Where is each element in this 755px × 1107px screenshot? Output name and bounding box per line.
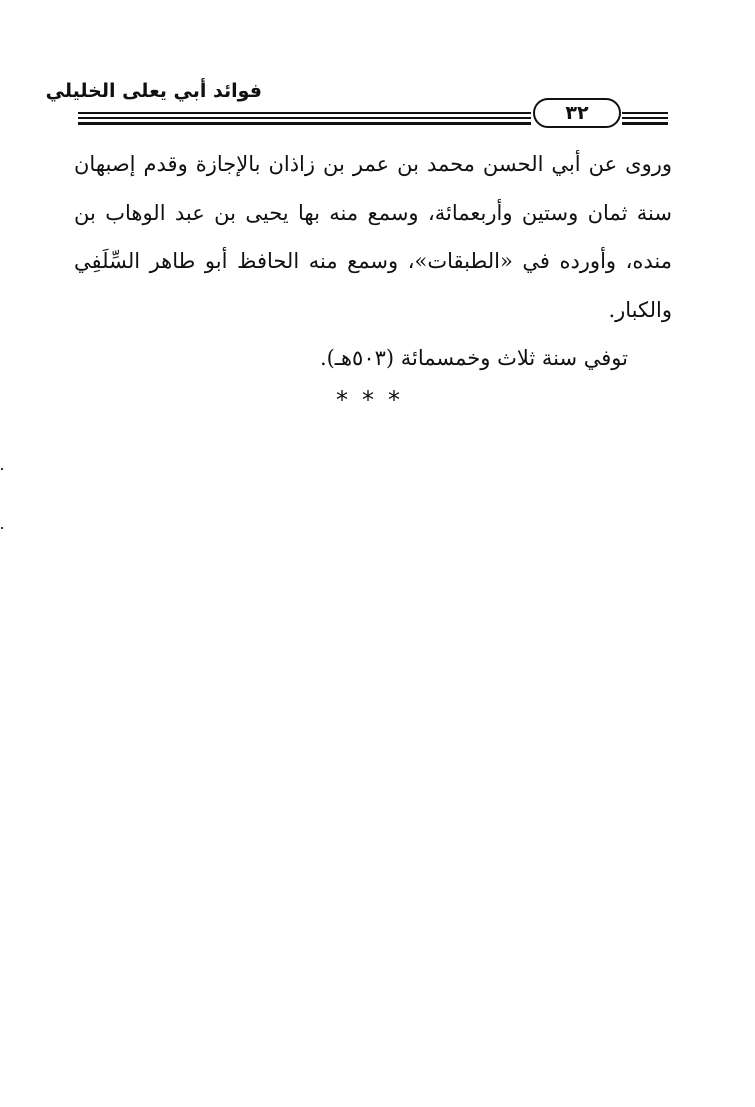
page-number-frame — [533, 98, 621, 128]
header-rule — [622, 122, 668, 125]
header-rule — [622, 117, 668, 119]
paragraph: وروى عن أبي الحسن محمد بن عمر بن زاذان بالإجازة وقدم إصبهان سنة ثمان وستين وأربعمائة، وسمع منه بها يحيى بن عبد الوهاب بن منده، وأورده في «الطبقات»، وسمع منه الحافظ أبو طاهر السِّلَفِي والكبار. — [74, 152, 672, 322]
section-ornament: *** — [336, 386, 414, 414]
scan-speck — [1, 468, 3, 470]
paragraph: توفي سنة ثلاث وخمسمائة (٥٠٣هـ). — [319, 346, 628, 370]
header-rule — [78, 117, 531, 119]
running-title: فوائد أبي يعلى الخليلي — [45, 80, 262, 102]
page-number: ٣٢ — [565, 102, 589, 124]
header-rule — [78, 112, 531, 114]
scan-speck — [1, 527, 3, 529]
header-rule — [622, 112, 668, 114]
body-text — [74, 140, 672, 383]
header-rule — [78, 122, 531, 125]
